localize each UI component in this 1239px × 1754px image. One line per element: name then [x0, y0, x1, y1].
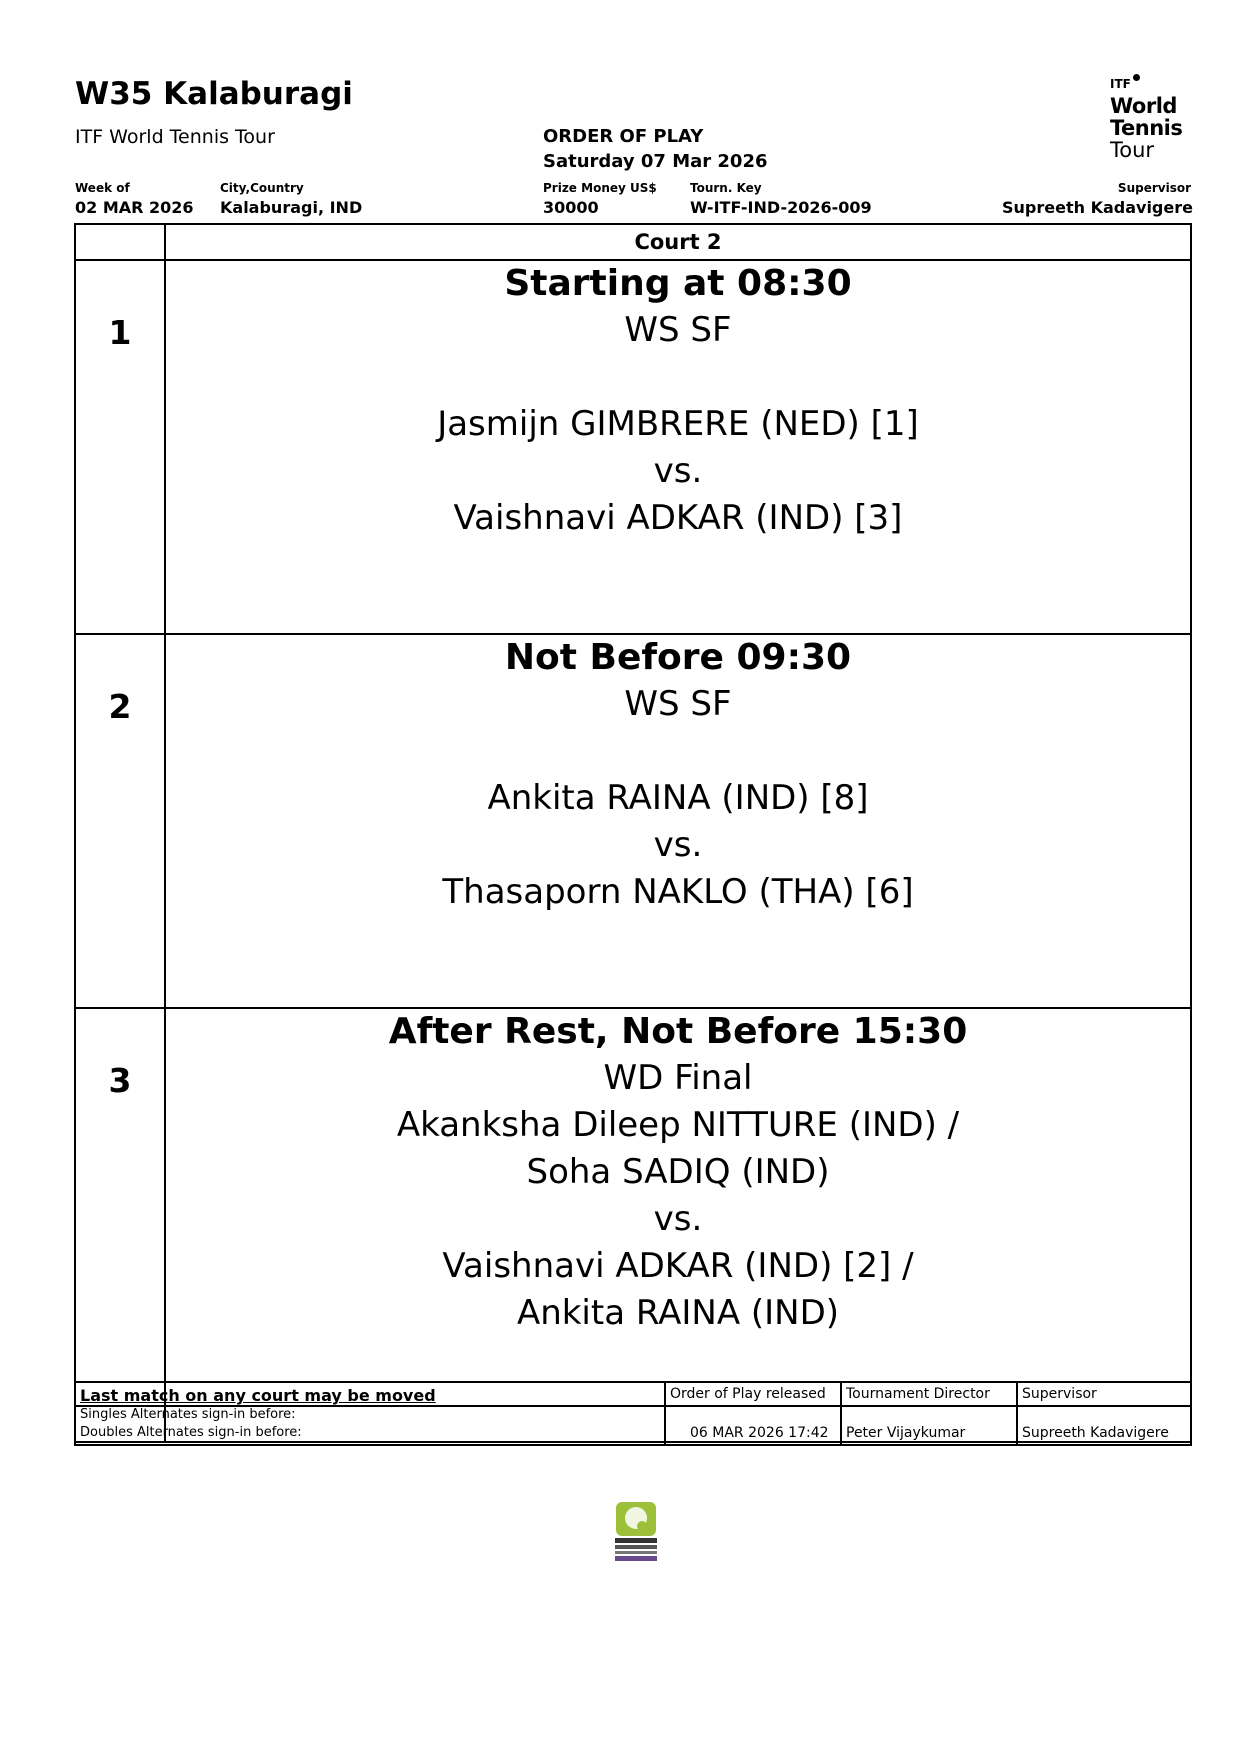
match-number: 1 [108, 313, 132, 352]
prize-label: Prize Money US$ [543, 181, 657, 195]
player-2: Vaishnavi ADKAR (IND) [3] [453, 498, 903, 538]
match-time: Starting at 08:30 [504, 263, 852, 304]
court-header: Court 2 [634, 230, 722, 254]
team-2-player-1: Vaishnavi ADKAR (IND) [2] / [442, 1246, 914, 1286]
singles-alternates: Singles Alternates sign-in before: [80, 1407, 296, 1422]
match-time: Not Before 09:30 [504, 637, 852, 678]
logo-tennis: Tennis [1110, 116, 1183, 140]
versus: vs. [653, 451, 703, 491]
tournament-key-label: Tourn. Key [690, 181, 762, 195]
prize-value: 30000 [543, 198, 599, 217]
logo-itf: ITF [1110, 77, 1131, 91]
player-1: Ankita RAINA (IND) [8] [487, 778, 869, 818]
released-value: 06 MAR 2026 17:42 [690, 1425, 829, 1441]
order-of-play-heading [543, 124, 768, 174]
doubles-alternates: Doubles Alternates sign-in before: [80, 1425, 302, 1440]
supervisor-value: Supreeth Kadavigere [1002, 198, 1193, 217]
footer-supervisor-value: Supreeth Kadavigere [1022, 1425, 1169, 1441]
team-1-player-1: Akanksha Dileep NITTURE (IND) / [396, 1105, 960, 1145]
logo-tour: Tour [1110, 138, 1155, 162]
order-of-play-label: ORDER OF PLAY [543, 126, 704, 147]
logo-dot-icon [1133, 74, 1140, 81]
last-match-note: Last match on any court may be moved [80, 1386, 436, 1405]
city-value: Kalaburagi, IND [220, 198, 363, 217]
versus: vs. [653, 1199, 703, 1239]
match-round: WD Final [603, 1058, 753, 1098]
play-date: Saturday 07 Mar 2026 [543, 151, 768, 172]
match-cell [166, 1009, 1190, 1337]
tournament-title: W35 Kalaburagi [75, 76, 353, 112]
logo-world: World [1110, 94, 1177, 118]
footer-column-divider [840, 1383, 842, 1444]
match-number: 2 [108, 687, 132, 726]
match-time: After Rest, Not Before 15:30 [388, 1011, 968, 1052]
footer-column-divider [1016, 1383, 1018, 1444]
city-label: City,Country [220, 181, 304, 195]
player-1: Jasmijn GIMBRERE (NED) [1] [437, 404, 919, 444]
director-value: Peter Vijaykumar [846, 1425, 966, 1441]
released-label: Order of Play released [670, 1386, 826, 1402]
match-round: WS SF [624, 684, 732, 724]
supervisor-label: Supervisor [1117, 181, 1191, 195]
order-of-play-grid [74, 223, 1192, 1443]
tour-name: ITF World Tennis Tour [75, 126, 275, 148]
itf-world-tennis-tour-logo [1110, 72, 1190, 161]
footer-supervisor-label: Supervisor [1022, 1386, 1097, 1402]
match-number: 3 [108, 1061, 132, 1100]
match-cell [166, 635, 1190, 916]
footer-table [74, 1381, 1192, 1446]
week-value: 02 MAR 2026 [75, 198, 194, 217]
player-2: Thasaporn NAKLO (THA) [6] [442, 872, 914, 912]
versus: vs. [653, 825, 703, 865]
week-label: Week of [75, 181, 130, 195]
match-round: WS SF [624, 310, 732, 350]
team-2-player-2: Ankita RAINA (IND) [516, 1293, 840, 1333]
kalaburagi-open-logo-icon [612, 1500, 660, 1564]
tournament-key-value: W-ITF-IND-2026-009 [690, 198, 872, 217]
director-label: Tournament Director [846, 1386, 990, 1402]
footer-column-divider [664, 1383, 666, 1444]
match-cell [166, 261, 1190, 542]
team-1-player-2: Soha SADIQ (IND) [526, 1152, 830, 1192]
